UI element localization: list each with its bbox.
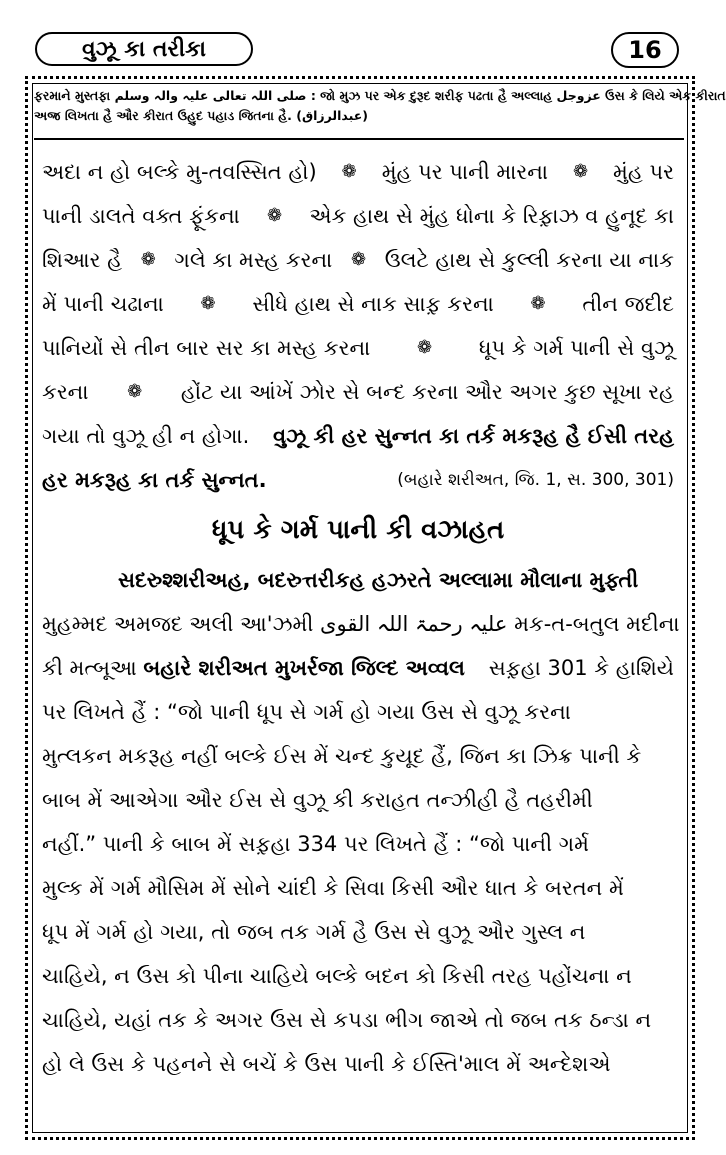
section-line-3: [42, 646, 674, 690]
section-intro: સદરુશ્શરીઅહ, બદરુત્તરીકહ હઝરતે અલ્લામા મૌલાના મુફ્તી: [118, 568, 639, 592]
section-line-5: [42, 734, 674, 778]
section-line-text: મુલ્ક મેં ગર્મ મૌસિમ મેં સોને ચાંદી કે સિવા કિસી ઔર ધાત કે બરતન મેં: [42, 876, 624, 900]
flower-separator-icon: ❁: [530, 293, 546, 314]
flower-separator-icon: ❁: [127, 381, 143, 402]
body-segment: મુંહ પર: [613, 160, 674, 184]
flower-separator-icon: ❁: [341, 161, 357, 182]
section-line-2: [42, 602, 680, 646]
flower-separator-icon: ❁: [350, 249, 367, 270]
section-line-3-b: સફ઼હા 301 કે હાશિયે: [488, 656, 674, 680]
main-content: [42, 150, 680, 1086]
body-segment: ધૂપ કે ગર્મ પાની સે વુઝૂ: [478, 336, 674, 360]
chapter-title: વુઝૂ કા તરીકા: [35, 32, 253, 66]
section-line-text: હો લે ઉસ કે પહનને સે બચેં કે ઉસ પાની કે ઈસ્તિ'માલ મેં અન્દેશએ: [42, 1052, 611, 1076]
body-line-8: [42, 458, 674, 502]
flower-separator-icon: ❁: [572, 161, 589, 182]
line7-text: ગયા તો વુઝૂ હી ન હોગા.: [42, 424, 250, 448]
page-number: 16: [611, 32, 679, 68]
reference-citation: (બહારે શરીઅત, જિ. 1, સ. 300, 301): [397, 470, 674, 490]
body-segment: અદા ન હો બલ્કે મુ-તવસ્સિત હો): [42, 160, 317, 184]
body-segment: શિઆર હૈ: [42, 248, 123, 272]
flower-separator-icon: ❁: [417, 337, 433, 358]
section-line-9: [42, 910, 674, 954]
section-line-2-text: મુહમ્મદ અમજદ અલી આ'ઝમી علیہ رحمۃ اللہ القوی મક-ત-બતુલ મદીના: [42, 612, 680, 636]
flower-separator-icon: ❁: [200, 293, 216, 314]
section-line-text: પર લિખતે હૈં : “જો પાની ધૂપ સે ગર્મ હો ગયા ઉસ સે વુઝૂ કરના: [42, 700, 571, 724]
section-line-7: [42, 822, 674, 866]
section-line-8: [42, 866, 674, 910]
section-line-text: ચાહિયે, યહાં તક કે અગર ઉસ સે કપડા ભીગ જાએ તો જબ તક ઠન્ડા ન: [42, 1008, 652, 1032]
section-line-11: [42, 998, 674, 1042]
body-segment: તીન જદીદ: [582, 292, 674, 316]
section-line-text: ચાહિયે, ન ઉસ કો પીના ચાહિયે બલ્કે બદન કો કિસી તરહ પહોંચના ન: [42, 964, 632, 988]
body-line-6: [42, 370, 674, 414]
section-line-3-a: [42, 646, 465, 690]
body-paragraph: [42, 150, 674, 414]
section-paragraph: [42, 690, 674, 1086]
section-line-text: નહીં.” પાની કે બાબ મેં સફ઼હા 334 પર લિખતે હૈં : “જો પાની ગર્મ: [42, 832, 589, 856]
page-header: [0, 30, 715, 70]
body-line-5: [42, 326, 674, 370]
body-segment: કરના: [42, 380, 89, 404]
section-line-1: [42, 558, 674, 602]
body-segment: પાની ડાલતે વક્ત ફૂંકના: [42, 204, 240, 228]
body-segment: એક હાથ સે મુંહ ધોના કે રિફ઼ાઝ વ હુનૂદ કા: [309, 204, 674, 228]
line8-bold-text: હર મકરૂહ કા તર્ક સુન્નત.: [42, 468, 267, 492]
body-line-4: [42, 282, 674, 326]
line7-bold-text: વુઝૂ કી હર સુન્નત કા તર્ક મકરૂહ હૈ ઈસી તરહ: [273, 424, 674, 448]
line3-prefix: કી મત્બૂઆ: [42, 656, 137, 680]
section-line-text: બાબ મેં આએગા ઔર ઈસ સે વુઝૂ કી કરાહત તન્ઝીહી હૈ તહરીમી: [42, 788, 593, 812]
body-line-7: [42, 414, 674, 458]
body-segment: ગલે કા મસ્હ કરના: [174, 248, 333, 272]
body-segment: પાનિયોં સે તીન બાર સર કા મસ્હ કરના: [42, 336, 371, 360]
flower-separator-icon: ❁: [140, 249, 156, 270]
hadith-note: [34, 86, 726, 126]
body-line-3: [42, 238, 674, 282]
section-line-6: [42, 778, 674, 822]
flower-separator-icon: ❁: [267, 205, 283, 226]
section-line-10: [42, 954, 674, 998]
body-line-1: [42, 150, 674, 194]
body-segment: મુંહ પર પાની મારના: [381, 160, 549, 184]
body-segment: મેં પાની ચઢાના: [42, 292, 164, 316]
section-line-12: [42, 1042, 674, 1086]
section-line-text: ધૂપ મેં ગર્મ હો ગયા, તો જબ તક ગર્મ હૈ ઉસ સે વુઝૂ ઔર ગુસ્લ ન: [42, 920, 586, 944]
body-line-2: [42, 194, 674, 238]
note-line-2: અજ્ર લિખતા હૈ ઔર કીરાત ઉહુદ પહાડ જિતના હૈ. (عبدالرزاق): [34, 108, 368, 123]
book-title: બહારે શરીઅત મુખર્રજા જિલ્દ અવ્વલ: [143, 656, 465, 680]
section-heading: ધૂપ કે ગર્મ પાની કી વઝાહત: [211, 515, 505, 545]
note-divider: [34, 138, 684, 140]
note-line-1: ફરમાને મુસ્તફા صلی اللہ تعالی علیہ والہ وسلم : જો મુઝ પર એક દુરૂદ શરીફ પઢતા હૈ અલ્લાહ عزوجل ઉસ કે લિયે એક કીરાત: [34, 88, 726, 103]
section-line-4: [42, 690, 674, 734]
body-segment: સીધે હાથ સે નાક સાફ઼ કરના: [252, 292, 494, 316]
section-line-text: મુત્લકન મકરૂહ નહીં બલ્કે ઈસ મેં ચન્દ કુયૂદ હૈં, જિન કા ઝિક્ર પાની કે: [42, 744, 642, 768]
body-segment: હોંટ યા આંખેં ઝોર સે બન્દ કરના ઔર અગર કુછ સૂખા રહ: [180, 380, 674, 404]
body-segment: ઉલટે હાથ સે કુલ્લી કરના યા નાક: [384, 248, 674, 272]
